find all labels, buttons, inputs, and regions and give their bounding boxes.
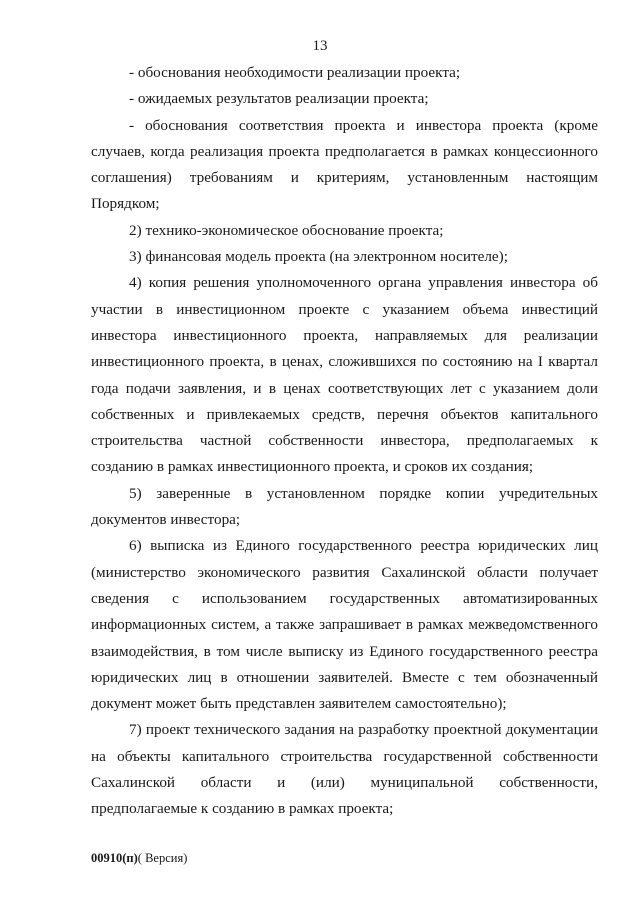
document-body xyxy=(91,60,598,823)
numbered-item: 7) проект технического задания на разработку проектной документации на объекты капитального строительства государственной собственности Сахалинской области и (или) муниципальной собственности, предполагаемые к созданию в рамках проекта; xyxy=(91,721,598,818)
bullet-paragraph: - обоснования соответствия проекта и инвестора проекта (кроме случаев, когда реализация проекта предполагается в рамках концессионного соглашения) требованиям и критериям, установленным настоящим Порядком; xyxy=(91,116,598,213)
page-number: 13 xyxy=(312,38,328,54)
numbered-item: 5) заверенные в установленном порядке копии учредительных документов инвестора; xyxy=(91,484,598,529)
document-code: 00910(п) xyxy=(91,851,138,865)
document-version: ( Версия) xyxy=(137,851,188,865)
numbered-item: 3) финансовая модель проекта (на электронном носителе); xyxy=(129,248,508,266)
document-footer xyxy=(91,851,187,866)
bullet-paragraph: - ожидаемых результатов реализации проекта; xyxy=(129,90,429,108)
numbered-item: 2) технико-экономическое обоснование проекта; xyxy=(129,221,444,239)
numbered-item: 4) копия решения уполномоченного органа управления инвестора об участии в инвестиционном проекте с указанием объема инвестиций инвестора инвестиционного проекта, направляемых для реализации инвестиционного проекта, в ценах, сложившихся по состоянию на I квартал года подачи заявления, и в ценах соответствующих лет с указанием доли собственных и привлекаемых средств, перечня объектов капитального строительства частной собственности инвестора, предполагаемых к созданию в рамках инвестиционного проекта, и сроков их создания; xyxy=(91,274,598,476)
numbered-item: 6) выписка из Единого государственного реестра юридических лиц (министерство экономического развития Сахалинской области получает сведения с использованием государственных автоматизированных информационных систем, а также запрашивает в рамках межведомственного взаимодействия, в том числе выписку из Единого государственного реестра юридических лиц в отношении заявителей. Вместе с тем обозначенный документ может быть представлен заявителем самостоятельно); xyxy=(91,537,598,713)
bullet-paragraph: - обоснования необходимости реализации проекта; xyxy=(129,64,461,81)
